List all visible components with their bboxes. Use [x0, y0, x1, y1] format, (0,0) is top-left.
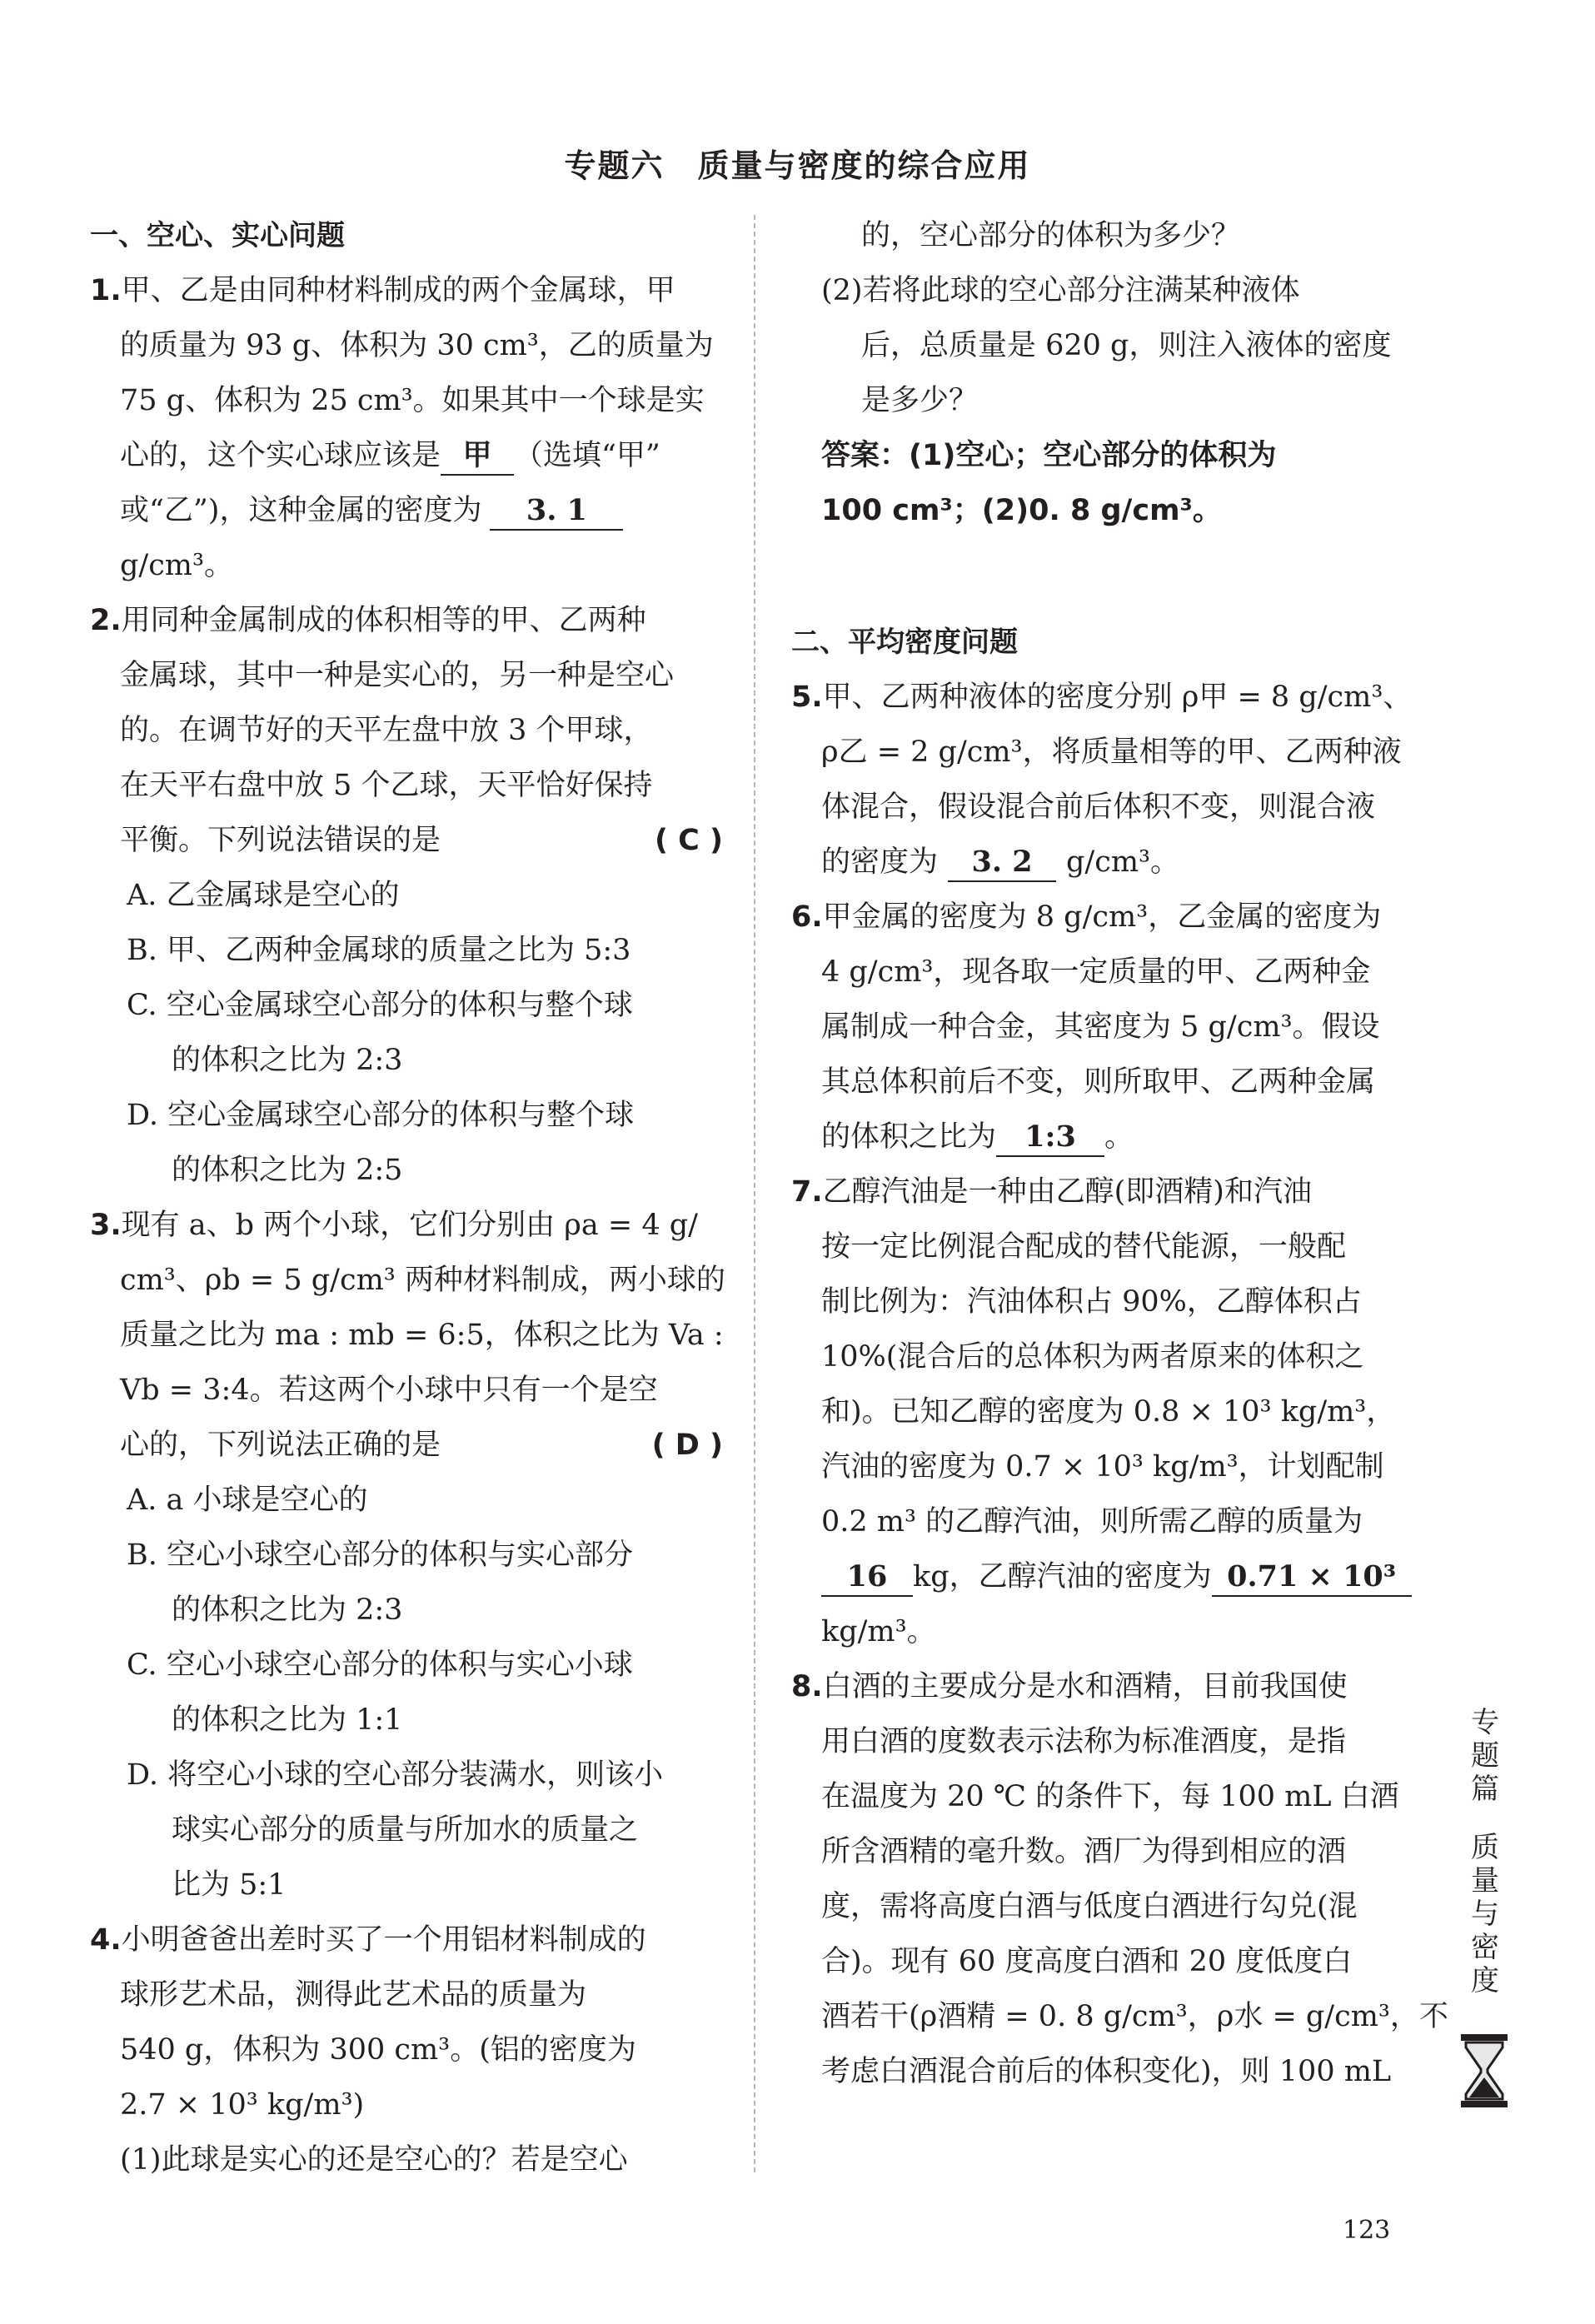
- question-text: 心的，这个实心球应该是: [120, 439, 441, 472]
- side-tab-gap: [1456, 1806, 1514, 1831]
- left-column: [90, 208, 723, 2187]
- spacer: [791, 538, 1420, 615]
- section-heading-1: 一、空心、实心问题: [90, 219, 345, 252]
- sub-question-1: 的，空心部分的体积为多少？: [861, 219, 1241, 252]
- question-3: [90, 1198, 723, 1913]
- question-text: 所含酒精的毫升数。酒厂为得到相应的酒: [821, 1835, 1347, 1868]
- question-text: 制比例为：汽油体积占 90%，乙醇体积占: [821, 1285, 1362, 1319]
- question-2: [90, 593, 723, 1198]
- side-tab-char: 密: [1471, 1931, 1499, 1964]
- option-b: B. 甲、乙两种金属球的质量之比为 5:3: [127, 934, 631, 967]
- side-tab-char: 篇: [1471, 1773, 1499, 1806]
- question-text: 4 g/cm³，现各取一定质量的甲、乙两种金: [821, 955, 1371, 989]
- column-divider: [754, 215, 755, 2172]
- side-tab-char: 质: [1471, 1831, 1499, 1864]
- question-text: g/cm³。: [1066, 845, 1180, 879]
- sub-question-1: (1)此球是实心的还是空心的？若是空心: [120, 2143, 628, 2177]
- sub-question-2: 是多少？: [861, 384, 979, 417]
- question-number: 5.: [791, 681, 823, 714]
- question-text: 合)。现有 60 度高度白酒和 20 度低度白: [821, 1945, 1353, 1978]
- question-number: 4.: [90, 1923, 122, 1957]
- question-7: [791, 1164, 1420, 1659]
- option-c: C. 空心金属球空心部分的体积与整个球: [127, 989, 633, 1022]
- question-text: 的质量为 93 g、体积为 30 cm³，乙的质量为: [120, 329, 714, 362]
- answer-blank: 0.71 × 10³: [1212, 1558, 1412, 1597]
- section-heading-2: 二、平均密度问题: [791, 626, 1018, 659]
- question-text: 2.7 × 10³ kg/m³): [120, 2088, 365, 2122]
- question-text: Vb = 3:4。若这两个小球中只有一个是空: [120, 1374, 658, 1407]
- question-text: 用白酒的度数表示法称为标准酒度，是指: [821, 1725, 1347, 1758]
- option-b: 的体积之比为 2:3: [172, 1593, 403, 1627]
- question-text: 和)。已知乙醇的密度为 0.8 × 10³ kg/m³，: [821, 1395, 1396, 1429]
- sub-question-2: 后，总质量是 620 g，则注入液体的密度: [861, 329, 1392, 362]
- side-tab-char: 题: [1471, 1739, 1499, 1773]
- answer-text: 100 cm³；(2)0. 8 g/cm³。: [821, 494, 1222, 527]
- side-tab: [1456, 1706, 1514, 1997]
- question-text: 540 g，体积为 300 cm³。(铝的密度为: [120, 2033, 636, 2067]
- option-c: 的体积之比为 1:1: [172, 1703, 403, 1737]
- page-title: 专题六 质量与密度的综合应用: [564, 147, 1031, 184]
- question-text: ρ乙 = 2 g/cm³，将质量相等的甲、乙两种液: [821, 736, 1402, 769]
- question-text: 考虑白酒混合前后的体积变化)，则 100 mL: [821, 2055, 1392, 2088]
- question-text: 按一定比例混合配成的替代能源，一般配: [821, 1230, 1347, 1264]
- option-d: D. 将空心小球的空心部分装满水，则该小: [127, 1758, 664, 1792]
- question-1: [90, 263, 723, 593]
- question-text: 的。在调节好的天平左盘中放 3 个甲球，: [120, 714, 653, 747]
- question-number: 7.: [791, 1175, 823, 1209]
- question-text: 在天平右盘中放 5 个乙球，天平恰好保持: [120, 769, 653, 802]
- answer-blank: 3. 1: [490, 492, 623, 531]
- option-d: 比为 5:1: [172, 1868, 287, 1902]
- question-text: 的密度为: [821, 845, 939, 879]
- question-text: 用同种金属制成的体积相等的甲、乙两种: [121, 604, 646, 637]
- question-number: 8.: [791, 1670, 823, 1703]
- question-text: 75 g、体积为 25 cm³。如果其中一个球是实: [120, 384, 705, 417]
- question-text: 金属球，其中一种是实心的，另一种是空心: [120, 659, 675, 692]
- option-a: A. 乙金属球是空心的: [127, 879, 400, 912]
- option-c: 的体积之比为 2:3: [172, 1044, 403, 1077]
- choice-answer: ( D ): [651, 1429, 723, 1462]
- choice-answer: ( C ): [654, 824, 723, 857]
- answer-blank: 1:3: [996, 1119, 1104, 1157]
- question-text: 甲、乙是由同种材料制成的两个金属球，甲: [121, 274, 675, 307]
- question-number: 3.: [90, 1209, 122, 1242]
- question-text: 乙醇汽油是一种由乙醇(即酒精)和汽油: [822, 1175, 1312, 1209]
- question-text: cm³、ρb = 5 g/cm³ 两种材料制成，两小球的: [120, 1264, 725, 1297]
- question-number: 1.: [90, 274, 122, 307]
- option-d: 球实心部分的质量与所加水的质量之: [172, 1813, 639, 1847]
- option-c: C. 空心小球空心部分的体积与实心小球: [127, 1648, 633, 1682]
- question-text: 在温度为 20 ℃ 的条件下，每 100 mL 白酒: [821, 1780, 1399, 1813]
- question-8: [791, 1659, 1448, 2099]
- option-a: A. a 小球是空心的: [127, 1484, 368, 1517]
- option-d: 的体积之比为 2:5: [172, 1154, 403, 1187]
- side-tab-char: 专: [1471, 1706, 1499, 1739]
- question-text: （选填“甲”: [514, 439, 660, 472]
- question-5: [791, 670, 1420, 890]
- question-text: 属制成一种合金，其密度为 5 g/cm³。假设: [821, 1010, 1380, 1044]
- question-text: 10%(混合后的总体积为两者原来的体积之: [821, 1340, 1364, 1374]
- question-text: 度，需将高度白酒与低度白酒进行勾兑(混: [821, 1890, 1358, 1923]
- sub-question-2: (2)若将此球的空心部分注满某种液体: [821, 274, 1300, 307]
- side-tab-char: 与: [1471, 1898, 1499, 1931]
- question-text: 球形艺术品，测得此艺术品的质量为: [120, 1978, 587, 2012]
- page-number: 123: [1343, 2216, 1391, 2245]
- answer-blank: 甲: [441, 437, 514, 476]
- option-d: D. 空心金属球空心部分的体积与整个球: [127, 1099, 635, 1132]
- hourglass-icon: [1459, 2032, 1509, 2109]
- question-text: g/cm³。: [120, 549, 234, 582]
- question-number: 6.: [791, 900, 823, 934]
- question-4: [90, 1913, 723, 2187]
- question-text: 甲、乙两种液体的密度分别 ρ甲 = 8 g/cm³、: [822, 681, 1413, 714]
- side-tab-char: 度: [1471, 1964, 1499, 1997]
- question-text: 质量之比为 ma : mb = 6:5，体积之比为 Va :: [120, 1319, 724, 1352]
- question-text: 汽油的密度为 0.7 × 10³ kg/m³，计划配制: [821, 1450, 1384, 1484]
- right-column: [791, 208, 1448, 2099]
- question-text: 酒若干(ρ酒精 = 0. 8 g/cm³，ρ水 = g/cm³，不: [821, 2000, 1448, 2033]
- option-b: B. 空心小球空心部分的体积与实心部分: [127, 1539, 633, 1572]
- question-text: 白酒的主要成分是水和酒精，目前我国使: [822, 1670, 1348, 1703]
- answer-text: 答案：(1)空心；空心部分的体积为: [821, 439, 1277, 472]
- answer-blank: 3. 2: [948, 844, 1056, 882]
- question-text: 0.2 m³ 的乙醇汽油，则所需乙醇的质量为: [821, 1505, 1363, 1539]
- question-text: 其总体积前后不变，则所取甲、乙两种金属: [821, 1065, 1376, 1099]
- question-text: 现有 a、b 两个小球，它们分别由 ρa = 4 g/: [121, 1209, 698, 1242]
- question-6: [791, 890, 1420, 1164]
- question-text: 小明爸爸出差时买了一个用铝材料制成的: [121, 1923, 646, 1957]
- question-text: kg，乙醇汽油的密度为: [913, 1560, 1212, 1593]
- answer-blank: 16: [821, 1558, 913, 1597]
- side-tab-char: 量: [1471, 1864, 1499, 1898]
- question-text: 或“乙”)，这种金属的密度为: [120, 494, 482, 527]
- question-text: 心的，下列说法正确的是: [120, 1429, 441, 1462]
- question-text: 的体积之比为: [821, 1120, 997, 1154]
- question-text: 甲金属的密度为 8 g/cm³，乙金属的密度为: [822, 900, 1382, 934]
- question-text: 平衡。下列说法错误的是: [120, 824, 441, 857]
- question-text: 。: [1104, 1120, 1134, 1154]
- question-text: kg/m³。: [821, 1615, 936, 1648]
- question-number: 2.: [90, 604, 122, 637]
- question-text: 体混合，假设混合前后体积不变，则混合液: [821, 790, 1376, 824]
